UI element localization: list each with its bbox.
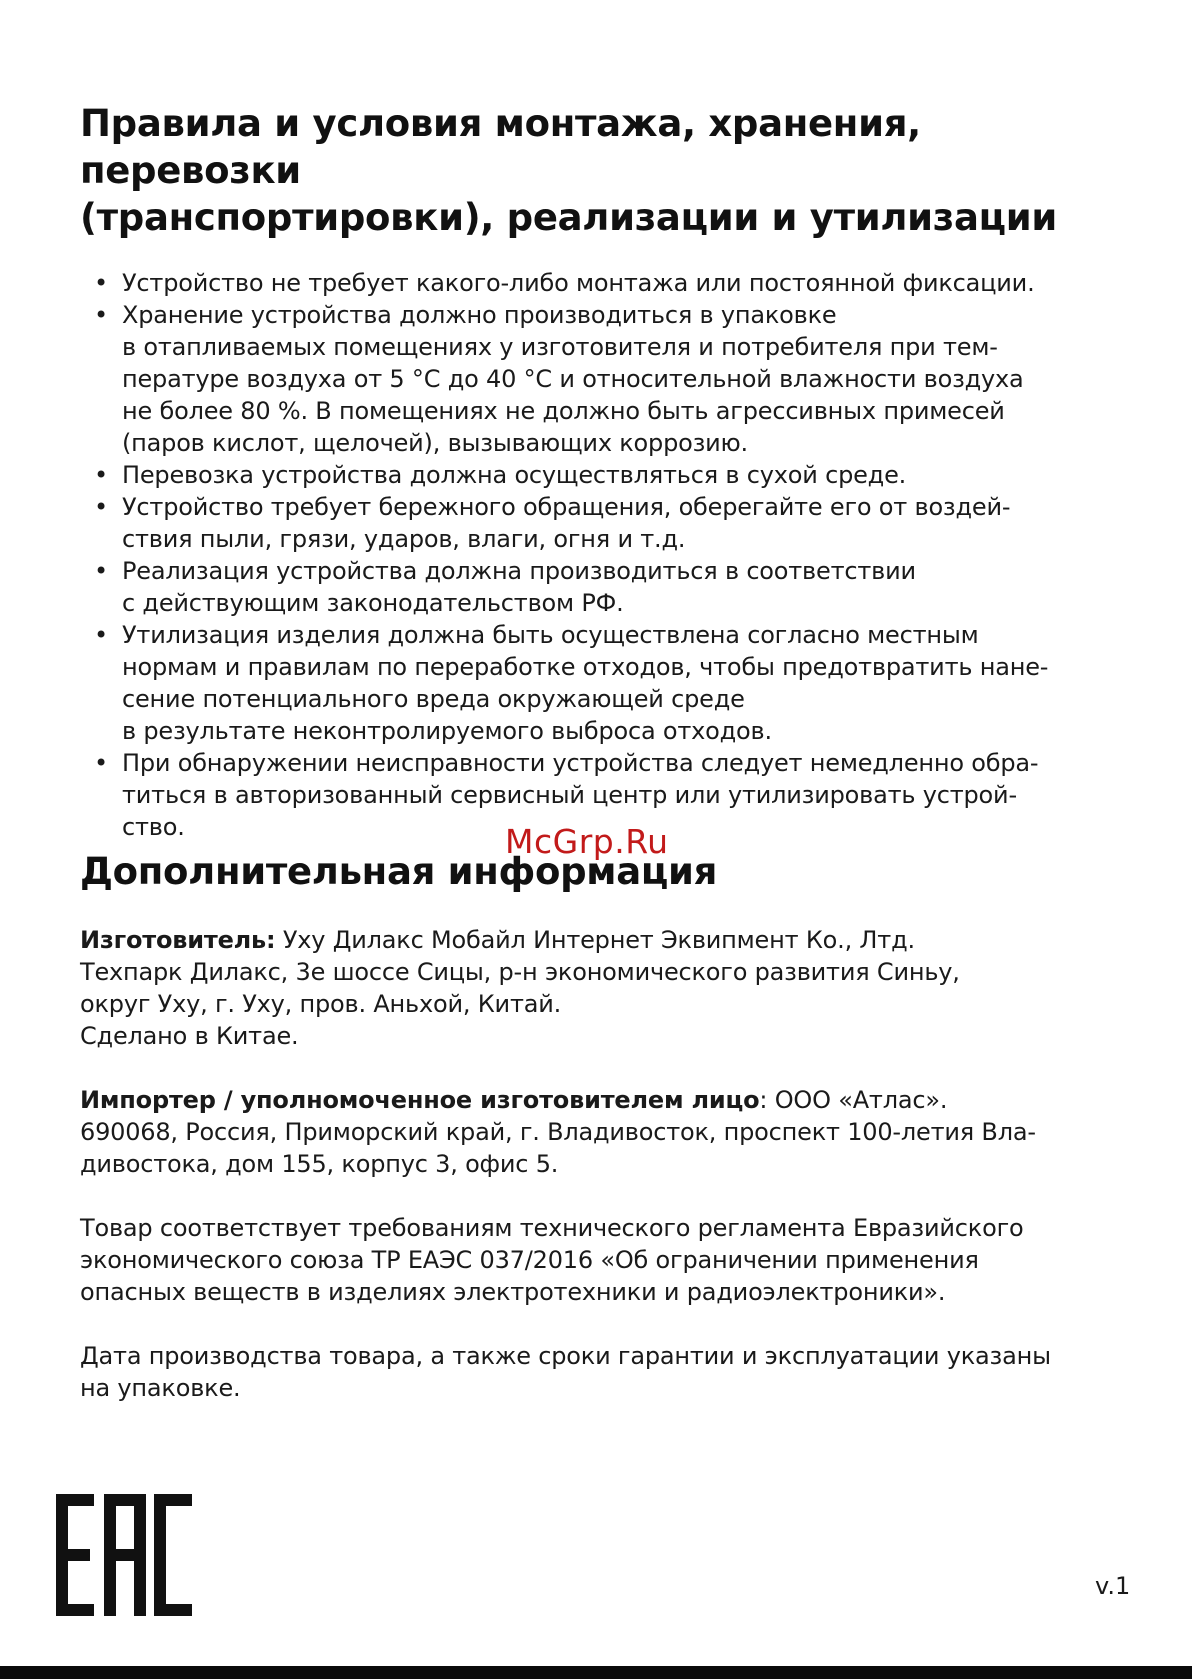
importer-text: : ООО «Атлас». 690068, Россия, Приморский край, г. Владивосток, проспект 100-летия Вла- дивостока, дом 155, корпус 3, офис 5. — [80, 1086, 1036, 1178]
list-item-text: Устройство требует бережного обращения, оберегайте его от воздей- ствия пыли, грязи, ударов, влаги, огня и т.д. — [122, 493, 1011, 553]
list-item — [80, 459, 1130, 491]
bullet-icon: • — [94, 621, 108, 649]
list-item — [80, 267, 1130, 299]
compliance-block — [80, 1212, 1130, 1308]
production-date-text: Дата производства товара, а также сроки гарантии и эксплуатации указаны на упаковке. — [80, 1342, 1051, 1402]
list-item-text: Устройство не требует какого-либо монтажа или постоянной фиксации. — [122, 269, 1035, 297]
manufacturer-label: Изготовитель: — [80, 926, 276, 954]
bullet-icon: • — [94, 461, 108, 489]
bullet-icon: • — [94, 749, 108, 777]
list-item — [80, 491, 1130, 555]
rules-title — [80, 100, 1130, 241]
list-item — [80, 299, 1130, 459]
production-date-block — [80, 1340, 1130, 1404]
rules-title-line2: (транспортировки), реализации и утилизации — [80, 196, 1058, 239]
list-item-text: При обнаружении неисправности устройства следует немедленно обра- титься в авторизованный сервисный центр или утилизировать устрой- ство. — [122, 749, 1039, 841]
list-item-text: Реализация устройства должна производиться в соответствии с действующим законодательством РФ. — [122, 557, 916, 617]
list-item-text: Хранение устройства должно производиться в упаковке в отапливаемых помещениях у изготовителя и потребителя при тем- пературе воздуха от 5 °C до 40 °C и относительной влажности воздуха не более 80 %. В помещениях не должно быть агрессивных примесей (паров кислот, щелочей), вызывающих коррозию. — [122, 301, 1024, 457]
watermark-link[interactable]: McGrp.Ru — [505, 822, 669, 861]
eac-mark-icon — [56, 1494, 192, 1616]
additional-info-title: Дополнительная информация — [80, 850, 718, 893]
rules-section — [80, 100, 1130, 843]
bullet-icon: • — [94, 557, 108, 585]
rules-title-line1: Правила и условия монтажа, хранения, перевозки — [80, 102, 921, 192]
list-item-text: Утилизация изделия должна быть осуществлена согласно местным нормам и правилам по переработке отходов, чтобы предотвратить нане- сение потенциального вреда окружающей среде в результате неконтролируемого выброса отходов. — [122, 621, 1049, 745]
manufacturer-block — [80, 924, 1130, 1052]
list-item — [80, 555, 1130, 619]
rules-list — [80, 267, 1130, 843]
bullet-icon: • — [94, 301, 108, 329]
bottom-bar — [0, 1666, 1192, 1679]
importer-label: Импортер / уполномоченное изготовителем лицо — [80, 1086, 760, 1114]
manufacturer-text: Уху Дилакс Мобайл Интернет Эквипмент Ко., Лтд. Техпарк Дилакс, 3е шоссе Сицы, р-н экономического развития Синьу, округ Уху, г. Уху, пров. Аньхой, Китай. Сделано в Китае. — [80, 926, 960, 1050]
bullet-icon: • — [94, 269, 108, 297]
importer-block — [80, 1084, 1130, 1180]
version-label: v.1 — [1095, 1572, 1131, 1600]
bullet-icon: • — [94, 493, 108, 521]
list-item-text: Перевозка устройства должна осуществляться в сухой среде. — [122, 461, 907, 489]
compliance-text: Товар соответствует требованиям технического регламента Евразийского экономического союза ТР ЕАЭС 037/2016 «Об ограничении применения опасных веществ в изделиях электротехники и радиоэлектроники». — [80, 1214, 1024, 1306]
list-item — [80, 619, 1130, 747]
